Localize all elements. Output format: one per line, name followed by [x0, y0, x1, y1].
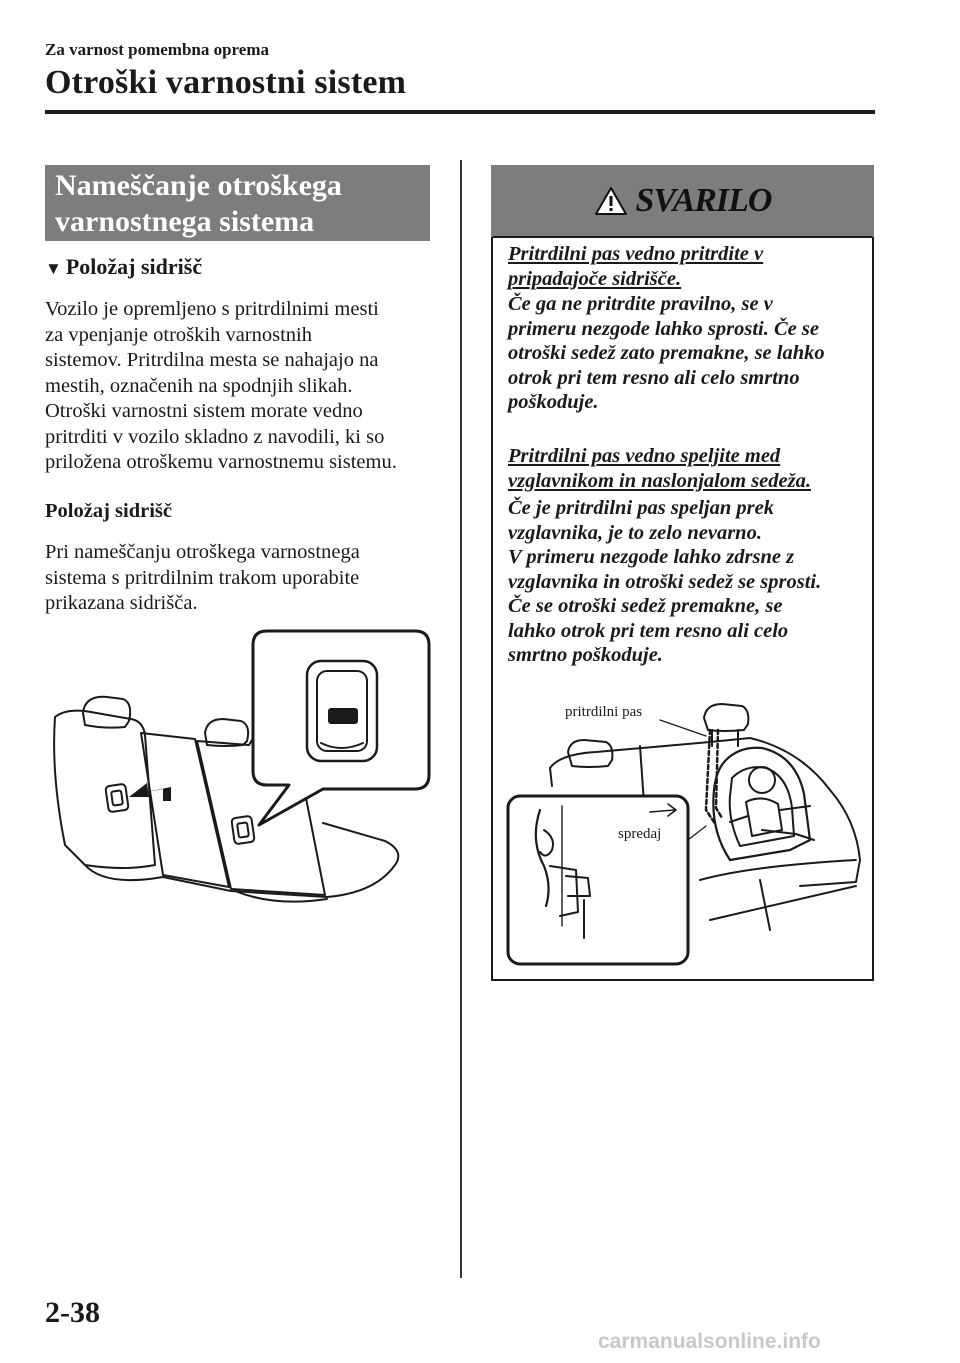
subheading-text: Položaj sidrišč [65, 254, 203, 279]
page-title: Otroški varnostni sistem [45, 64, 407, 101]
triangle-bullet-icon: ▼ [45, 259, 62, 278]
warning-triangle-icon [594, 186, 628, 216]
warning-line: lahko otrok pri tem resno ali celo [508, 619, 789, 642]
paragraph-line: Otroški varnostni sistem morate vedno [45, 400, 363, 422]
warning-line: otrok pri tem resno ali celo smrtno [508, 366, 800, 389]
anchor-paragraph [45, 540, 445, 617]
warning-body [508, 292, 868, 415]
front-label: spredaj [618, 826, 662, 842]
paragraph-line: sistemov. Pritrdilna mesta se nahajajo na [45, 349, 379, 371]
warning-line: primeru nezgode lahko sprosti. Če se [508, 317, 819, 340]
paragraph-line: priložena otroškemu varnostnemu sistemu. [45, 451, 397, 473]
warning-title: SVARILO [635, 182, 772, 219]
paragraph-line: pritrditi v vozilo skladno z navodili, ki so [45, 425, 385, 448]
warning-body [508, 496, 868, 668]
intro-paragraph [45, 297, 445, 476]
section-heading [45, 165, 430, 241]
section-heading-line: varnostnega sistema [55, 205, 315, 238]
paragraph-line: Pri nameščanju otroškega varnostnega [45, 541, 360, 563]
warning-line: vzglavnika, je to zelo nevarno. [508, 521, 762, 544]
warning-lead-line: pripadajoče sidrišče. [508, 267, 682, 290]
rear-seat-anchor-illustration [45, 625, 435, 915]
warning-line: smrtno poškoduje. [508, 644, 663, 666]
warning-line: Če je pritrdilni pas speljan prek [508, 497, 774, 519]
header-rule [45, 110, 875, 114]
warning-lead-line: Pritrdilni pas vedno speljite med [508, 445, 781, 467]
warning-lead [508, 242, 868, 291]
warning-line: Če ga ne pritrdite pravilno, se v [508, 293, 773, 315]
section-label: Za varnost pomembna oprema [45, 40, 269, 59]
paragraph-line: za vpenjanje otroških varnostnih [45, 323, 313, 346]
column-divider [460, 160, 462, 1278]
warning-lead [508, 444, 868, 493]
warning-lead-line: Pritrdilni pas vedno pritrdite v [508, 243, 764, 265]
paragraph-heading: Položaj sidrišč [45, 500, 172, 522]
footer-watermark: carmanualsonline.info [598, 1330, 821, 1353]
warning-lead-line: vzglavnikom in naslonjalom sedeža. [508, 469, 811, 492]
warning-header-rule [493, 236, 872, 238]
warning-line: Če se otroški sedež premakne, se [508, 595, 783, 617]
strap-label: pritrdilni pas [565, 704, 643, 720]
warning-line: V primeru nezgode lahko zdrsne z [508, 546, 795, 568]
paragraph-line: Vozilo je opremljeno s pritrdilnimi mesti [45, 298, 379, 320]
paragraph-line: mestih, označenih na spodnjih slikah. [45, 374, 353, 397]
section-heading-line: Nameščanje otroškega [55, 169, 342, 202]
page-number: 2-38 [45, 1296, 100, 1329]
warning-header [491, 165, 874, 237]
paragraph-line: prikazana sidrišča. [45, 592, 198, 614]
warning-line: poškoduje. [508, 391, 599, 413]
warning-line: vzglavnika in otroški sedež se sprosti. [508, 570, 822, 593]
paragraph-line: sistema s pritrdilnim trakom uporabite [45, 566, 360, 589]
subheading [45, 254, 202, 280]
warning-line: otroški sedež zato premakne, se lahko [508, 342, 825, 364]
child-seat-tether-illustration [500, 690, 865, 970]
